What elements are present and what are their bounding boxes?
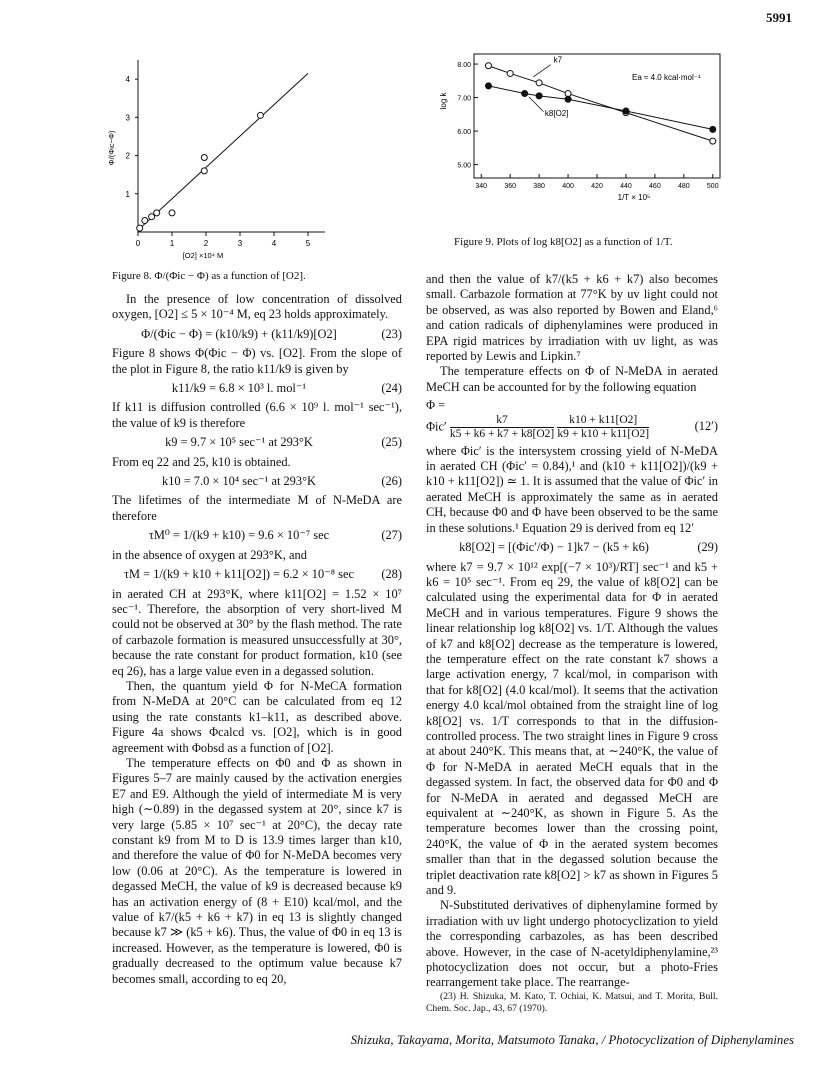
equation-27 bbox=[112, 528, 402, 543]
data-point bbox=[201, 168, 207, 174]
paragraph: The temperature effects on Φ of N-MeDA in aerated MeCH can be accounted for by the following equation bbox=[426, 364, 718, 394]
activation-energy-label: Ea ≈ 4.0 kcal·mol⁻¹ bbox=[632, 73, 701, 82]
label-pointer bbox=[533, 65, 550, 77]
x-axis-label: 1/T × 10⁵ bbox=[617, 193, 651, 202]
y-axis-label: Φ/(Φic−Φ) bbox=[107, 130, 116, 166]
y-tick-label: 2 bbox=[125, 151, 130, 161]
paragraph: If k11 is diffusion controlled (6.6 × 10⁹ l. mol⁻¹ sec⁻¹), the value of k9 is therefore bbox=[112, 400, 402, 430]
paragraph: Then, the quantum yield Φ for N-MeCA formation from N-MeDA at 20°C can be calculated from eq 12 using the rate constants k1–k11, as described above. Figure 4a shows Φcalcd vs. [O2], which is in good agreement with Φobsd as a function of [O2]. bbox=[112, 678, 402, 755]
equation-number: (27) bbox=[381, 528, 402, 543]
paragraph: From eq 22 and 25, k10 is obtained. bbox=[112, 454, 291, 469]
data-point bbox=[142, 218, 148, 224]
paragraph: In the presence of low concentration of dissolved oxygen, [O2] ≤ 5 × 10⁻⁴ M, eq 23 holds approximately. bbox=[112, 292, 402, 322]
right-column bbox=[426, 272, 718, 1015]
x-tick-label: 500 bbox=[706, 183, 719, 190]
equation-text: k11/k9 = 6.8 × 10³ l. mol⁻¹ bbox=[171, 381, 307, 396]
equation-text: k8[O2] = [(Φic′/Φ) − 1]k7 − (k5 + k6) bbox=[459, 540, 649, 555]
figure-9-chart bbox=[432, 48, 732, 233]
figure-8-caption: Figure 8. Φ/(Φic − Φ) as a function of [O2]. bbox=[112, 270, 306, 282]
equation-text: k10 = 7.0 × 10⁴ sec⁻¹ at 293°K bbox=[162, 474, 316, 489]
x-tick-label: 3 bbox=[237, 239, 243, 248]
equation-number: (12′) bbox=[694, 419, 718, 434]
equation-25 bbox=[112, 435, 402, 450]
y-tick-label: 3 bbox=[125, 113, 130, 123]
series-label-k7: k7 bbox=[553, 55, 563, 65]
data-point bbox=[485, 63, 491, 69]
data-point bbox=[623, 108, 629, 114]
fraction-2 bbox=[557, 414, 649, 441]
equation-26 bbox=[112, 474, 402, 489]
x-tick-label: 340 bbox=[475, 183, 488, 190]
equation-24 bbox=[112, 381, 402, 396]
x-tick-label: 400 bbox=[562, 183, 574, 190]
numerator: k7 bbox=[450, 414, 554, 428]
x-tick-label: 380 bbox=[533, 183, 545, 190]
numerator: k10 + k11[O2] bbox=[557, 414, 649, 428]
data-point bbox=[710, 138, 716, 144]
figure-9-axes bbox=[439, 54, 720, 202]
y-axis-label: log k bbox=[439, 92, 448, 110]
paragraph: and then the value of k7/(k5 + k6 + k7) also becomes small. Carbazole formation at 77°K by uv light could not be observed, as was also reported by Bowen and Eland,⁶ and cation radicals of diphenylamines were produced in EPA rigid matrices by irradiation with uv light, as was reported by Lewis and Lipkin.⁷ bbox=[426, 272, 718, 364]
equation-number: (26) bbox=[381, 474, 402, 489]
data-point bbox=[565, 91, 571, 97]
data-point bbox=[257, 112, 263, 118]
paragraph: Figure 8 shows Φ(Φic − Φ) vs. [O2]. From the slope of the plot in Figure 8, the ratio k11/k9 is given by bbox=[112, 346, 402, 376]
equation-29 bbox=[426, 540, 718, 555]
x-axis-label: [O2] ×10⁴ M bbox=[182, 251, 224, 260]
data-point bbox=[565, 96, 571, 102]
equation-lhs: Φ = bbox=[426, 398, 446, 413]
x-tick-label: 0 bbox=[135, 239, 141, 248]
data-point bbox=[536, 93, 542, 99]
fit-line bbox=[138, 73, 308, 230]
equation-text: Φ/(Φic − Φ) = (k10/k9) + (k11/k9)[O2] bbox=[141, 326, 337, 341]
equation-text: τM⁰ = 1/(k9 + k10) = 9.6 × 10⁻⁷ sec bbox=[148, 528, 330, 543]
paragraph: where k7 = 9.7 × 10¹² exp[(−7 × 10³)/RT] sec⁻¹ and k5 + k6 = 10⁵ sec⁻¹. From eq 29, the value of k8[O2] can be calculated using the experimental data for Φ in aerated MeCH and in various temperatures. Figure 9 shows the linear relationship log k8[O2] vs. 1/T. Although the values of k7 and k8[O2] decrease as the temperature is lowered, the temperature effect on the rate constant k7 shows a large activation energy, 7 kcal/mol, in comparison with that for k8[O2] (4.0 kcal/mol). It seems that the activation energy 4.0 kcal/mol obtained from the straight line of log k8[O2] vs. 1/T corresponds to that in the diffusion-controlled process. The two straight lines in Figure 9 cross at about 240°K. This means that, at ∼240°K, the value of Φ for N-MeDA in aerated MeCH equals that in the degassed system. In fact, the observed data for Φ0 and Φ for N-MeDA in aerated and degassed MeCH are equivalent at ∼240°K, as shown in Figure 5. As the temperature becomes lower than the crossing point, 240°K, the value of Φ in the aerated system becomes smaller than that in the degassed solution because the triplet deactivation rate k8[O2] > k7 as shown in Figures 5 and 9. bbox=[426, 559, 718, 898]
fraction-1 bbox=[450, 414, 554, 441]
x-tick-label: 360 bbox=[504, 183, 517, 190]
data-point bbox=[507, 70, 513, 76]
paragraph: The lifetimes of the intermediate M of N-MeDA are therefore bbox=[112, 493, 402, 523]
equation-text: k9 = 9.7 × 10⁵ sec⁻¹ at 293°K bbox=[165, 435, 313, 450]
x-tick-label: 480 bbox=[677, 183, 690, 190]
equation-number: (24) bbox=[381, 381, 402, 396]
y-tick-label: 1 bbox=[125, 189, 130, 199]
y-tick-label: 4 bbox=[125, 75, 130, 85]
x-tick-label: 5 bbox=[305, 239, 311, 248]
figure-8-marks bbox=[137, 73, 308, 231]
x-tick-label: 4 bbox=[271, 239, 277, 248]
footnote: (23) H. Shizuka, M. Kato, T. Ochiai, K. Matsui, and T. Morita, Bull. Chem. Soc. Jap., 43, 67 (1970). bbox=[426, 990, 718, 1014]
y-tick-label: 5.00 bbox=[457, 162, 471, 170]
running-head: Shizuka, Takayama, Morita, Matsumoto Tanaka, / Photocyclization of Diphenylamines bbox=[350, 1033, 794, 1047]
equation-12-prime bbox=[426, 398, 718, 440]
data-point bbox=[536, 80, 542, 86]
paragraph: The temperature effects on Φ0 and Φ as shown in Figures 5–7 are mainly caused by the activation energies E7 and E9. Although the yield of intermediate M is very high (∼0.89) in the degassed system at 20°, since k7 is very large (5.85 × 10⁷ sec⁻¹ at 20°C), the decay rate constant k9 from M to D is 13.9 times larger than k10, and therefore the value of Φ0 for N-MeDA becomes very low (0.06 at 20°C). As the temperature is lowered in degassed MeCH, the value of k9 is decreased because k9 has an activation energy of (8 + E10) kcal/mol, and the value of k7/(k5 + k6 + k7) in eq 13 is slightly changed because k7 ≫ (k5 + k6). Thus, the value of Φ0 in eq 13 is increased. However, as the temperature is lowered, Φ0 is gradually decreased to the optimum value because k7 becomes small, according to eq 20, bbox=[112, 755, 402, 986]
equation-28 bbox=[112, 567, 402, 582]
x-tick-label: 1 bbox=[169, 239, 175, 248]
paragraph: in aerated CH at 293°K, where k11[O2] = 1.52 × 10⁷ sec⁻¹. Therefore, the absorption of very short-lived M could not be observed at 30° by the flash method. The rate of carbazole formation is measured unsuccessfully at 30°, because the rate constant for product formation, k10 (see eq 26), has a large value even in a degassed solution. bbox=[112, 586, 402, 678]
data-point bbox=[201, 154, 207, 160]
equation-number: (29) bbox=[697, 540, 718, 555]
equation-number: (28) bbox=[381, 567, 402, 582]
x-tick-label: 460 bbox=[649, 183, 661, 190]
paragraph: in the absence of oxygen at 293°K, and bbox=[112, 547, 307, 562]
x-tick-label: 440 bbox=[620, 183, 632, 190]
data-point bbox=[169, 210, 175, 216]
y-tick-label: 8.00 bbox=[457, 62, 471, 70]
paragraph: where Φic′ is the intersystem crossing yield of N-MeDA in aerated CH (Φic′ = 0.84),¹ and (k10 + k11[O2])/(k9 + k10 + k11[O2]) ≃ 1. It is assumed that the value of Φic′ in aerated MeCH is approximately the same as in aerated CH, because Φ0 and Φ have been observed to be the same in these solutions.¹ Equation 29 is derived from eq 12′ bbox=[426, 443, 718, 535]
data-point bbox=[485, 83, 491, 89]
left-column bbox=[112, 292, 402, 987]
x-tick-label: 2 bbox=[203, 239, 209, 248]
figure-9-marks bbox=[485, 55, 715, 144]
figure-9-caption: Figure 9. Plots of log k8[O2] as a function of 1/T. bbox=[454, 236, 673, 248]
equation-number: (23) bbox=[381, 326, 402, 341]
denominator: k9 + k10 + k11[O2] bbox=[557, 427, 650, 440]
x-tick-label: 420 bbox=[591, 183, 603, 190]
data-point bbox=[137, 225, 143, 231]
series-label-k8: k8[O2] bbox=[544, 109, 569, 118]
equation-prefactor: Φic′ bbox=[426, 419, 447, 433]
y-tick-label: 7.00 bbox=[457, 95, 471, 103]
equation-text: τM = 1/(k9 + k10 + k11[O2]) = 6.2 × 10⁻⁸ sec bbox=[124, 567, 354, 582]
paragraph: N-Substituted derivatives of diphenylamine formed by irradiation with uv light undergo photocyclization to yield the corresponding carbazoles, as has been described above. However, in the case of N-acetyldiphenylamine,²³ photocyclization does not occur, but a photo-Fries rearrangement take place. The rearrange- bbox=[426, 898, 718, 990]
equation-number: (25) bbox=[381, 435, 402, 450]
page-number: 5991 bbox=[766, 10, 792, 25]
data-point bbox=[154, 210, 160, 216]
equation-23 bbox=[112, 327, 402, 342]
figure-8-chart bbox=[100, 52, 340, 267]
label-pointer bbox=[529, 97, 543, 112]
data-point bbox=[522, 91, 528, 97]
data-point bbox=[710, 126, 716, 132]
denominator: k5 + k6 + k7 + k8[O2] bbox=[449, 427, 555, 440]
y-tick-label: 6.00 bbox=[457, 129, 471, 137]
